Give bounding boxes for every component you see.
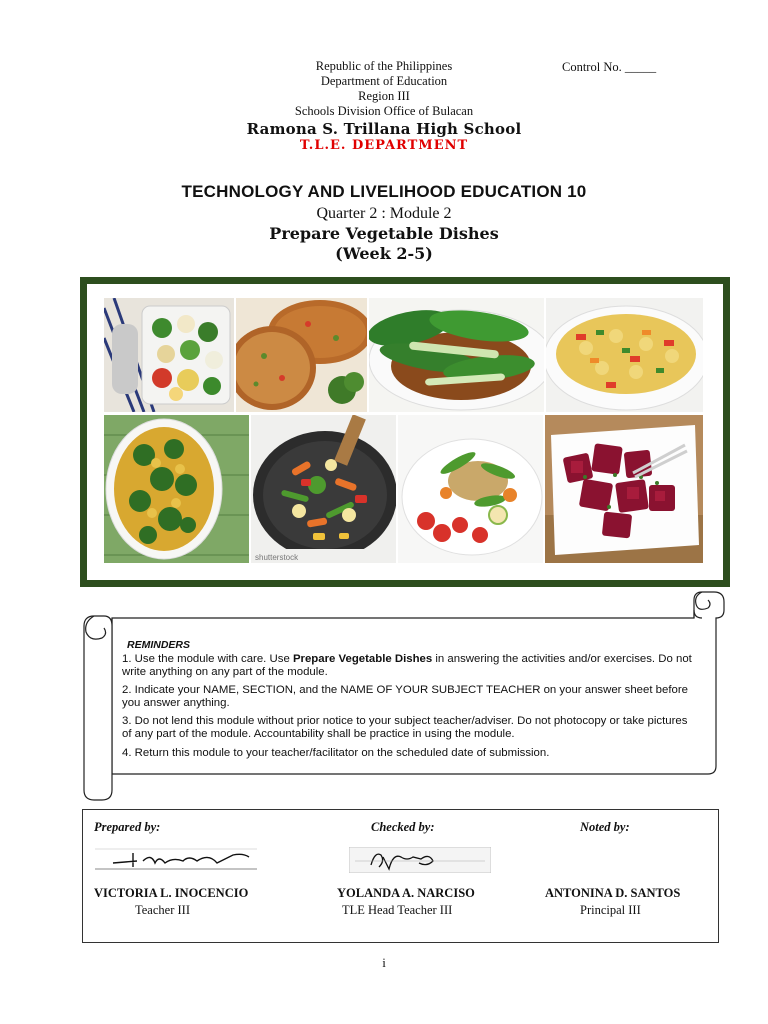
reminders-list (122, 653, 692, 765)
school-name: Ramona S. Trillana High School (246, 120, 522, 138)
header-line-region: Region III (358, 89, 410, 103)
shutterstock-watermark: shutterstock (255, 553, 299, 562)
reminder-item: 4. Return this module to your teacher/facilitator on the scheduled date of submission. (122, 747, 550, 760)
signatory-position: Teacher III (135, 903, 190, 917)
vegetable-stir-fry-pan-photo (251, 415, 396, 563)
signatory-name: ANTONINA D. SANTOS (545, 886, 681, 900)
reminders-title: REMINDERS (127, 639, 191, 651)
quarter-module: Quarter 2 : Module 2 (316, 205, 452, 222)
control-number: Control No. _____ (562, 60, 657, 74)
signatory-name: VICTORIA L. INOCENCIO (94, 886, 249, 900)
header-line-republic: Republic of the Philippines (315, 59, 453, 73)
vegetable-patties-photo (236, 298, 367, 412)
photo-collage-frame (80, 277, 730, 587)
week-range: (Week 2-5) (335, 244, 433, 263)
reminder-item: 2. Indicate your NAME, SECTION, and the NAME OF YOUR SUBJECT TEACHER on your answer sheet before you answer anything. (122, 683, 688, 710)
reminders-scroll (82, 590, 726, 802)
module-title: Prepare Vegetable Dishes (269, 224, 499, 243)
pasta-vegetable-salad-photo (546, 298, 703, 412)
signatory-role: Checked by: (371, 820, 435, 834)
signatory-name: YOLANDA A. NARCISO (337, 886, 475, 900)
page-number: i (382, 955, 386, 970)
reminder-item: 1. Use the module with care. Use Prepare Vegetable Dishes in answering the activities and/or exercises. Do not write anything on any part of the module. (122, 653, 692, 679)
signatory-position: TLE Head Teacher III (342, 903, 453, 917)
signatory-prepared (83, 810, 295, 944)
header-line-deped: Department of Education (320, 74, 448, 88)
vegetable-plate-photo (398, 415, 543, 563)
signatory-role: Noted by: (580, 820, 630, 834)
header-line-division: Schools Division Office of Bulacan (294, 104, 474, 118)
signatory-checked (295, 810, 507, 944)
reminder-item: 3. Do not lend this module without prior notice to your subject teacher/adviser. Do not photocopy or take pictures of any part of the module. Accountability shall be practice in using the module. (122, 714, 688, 741)
department-name: T.L.E. DEPARTMENT (299, 138, 469, 153)
bok-choy-stir-fry-photo (369, 298, 544, 412)
signature-image (349, 847, 491, 873)
vegetable-salad-bowl-photo (104, 298, 234, 412)
signatory-position: Principal III (580, 903, 641, 917)
course-title: TECHNOLOGY AND LIVELIHOOD EDUCATION 10 (181, 182, 587, 201)
signatories-box (82, 809, 719, 943)
signatory-role: Prepared by: (94, 820, 161, 834)
signatory-noted (507, 810, 719, 944)
roasted-beets-photo (545, 415, 703, 563)
broccoli-casserole-photo (104, 415, 249, 563)
signature-image (93, 847, 259, 873)
